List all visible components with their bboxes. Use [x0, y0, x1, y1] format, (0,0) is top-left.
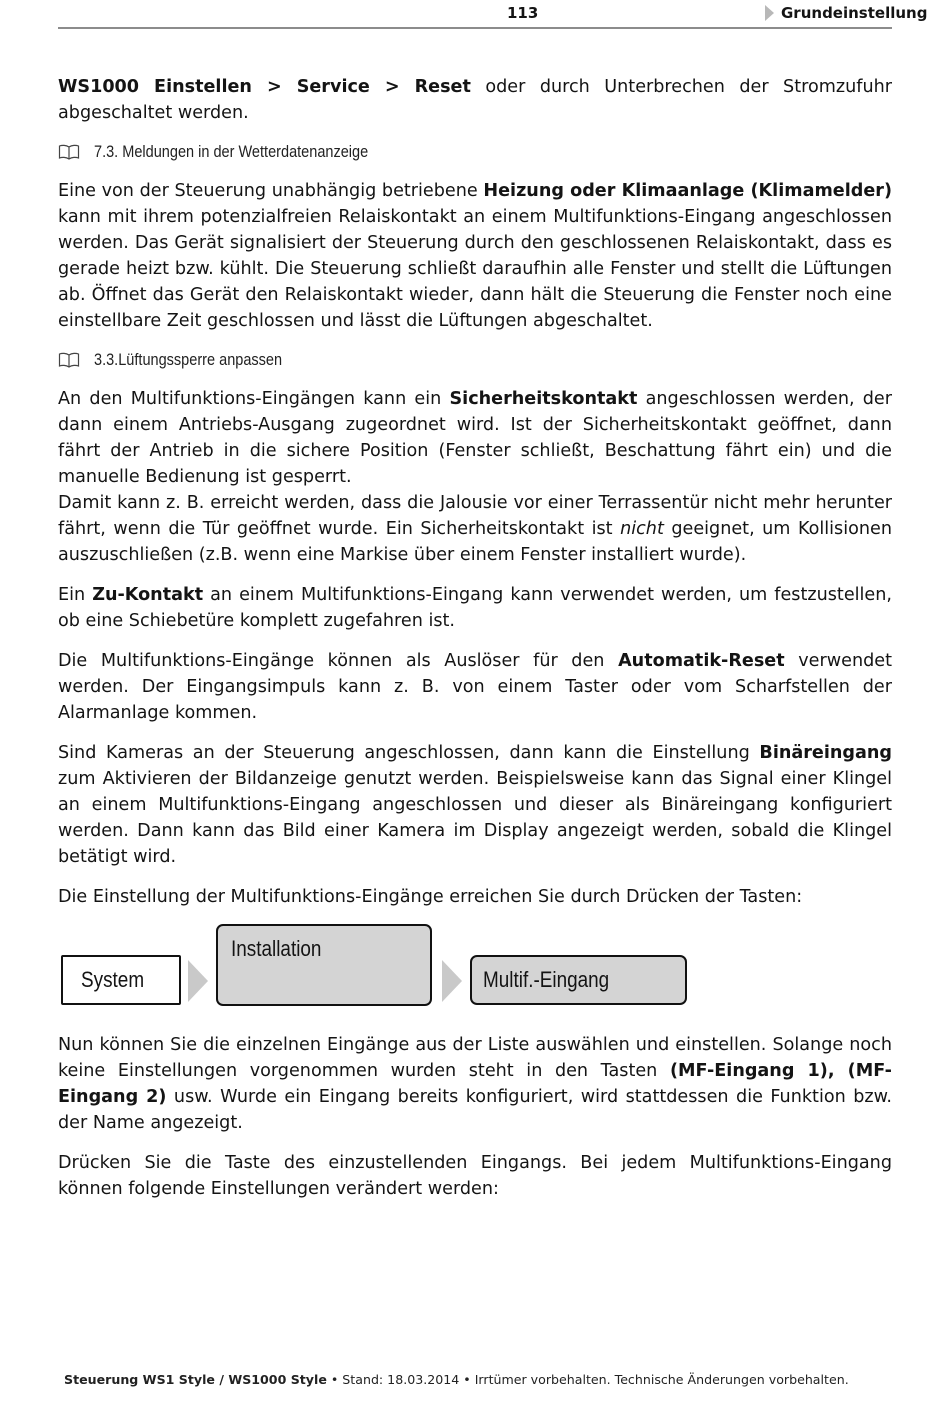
intro-paragraph: WS1000 Einstellen > Service > Reset oder durch Unterbrechen der Stromzufuhr abgeschaltet werden. — [58, 77, 892, 123]
paragraph-input-list: Nun können Sie die einzelnen Eingänge aus der Liste auswählen und einstellen. Solange noch keine Einstellungen vorgenommen wurden steht in den Tasten (MF-Eingang 1), (MF-Eingang 2) usw. Wurde ein Eingang bereits konfiguriert, wird stattdessen die Funktion bzw. der Name angezeigt. — [58, 1035, 892, 1133]
paragraph-safety-contact: An den Multifunktions-Eingängen kann ein Sicherheitskontakt angeschlossen werden, der dann einem Antriebs-Ausgang zugeordnet wird. Ist der Sicherheitskontakt geöffnet, dann fährt der Antrieb in die sichere Position (Fenster schließt, Beschattung fährt ein) und die manuelle Bedienung ist gesperrt. — [58, 389, 892, 487]
section-title: Grundeinstellung — [781, 4, 928, 22]
page-number: 113 — [507, 4, 539, 22]
paragraph-heating: Eine von der Steuerung unabhängig betriebene Heizung oder Klimaanlage (Klimamelder) kann mit ihrem potenzialfreien Relaiskontakt an einem Multifunktions-Eingang angeschlossen werden. Das Gerät signalisiert der Steuerung durch den geschlossenen Relaiskontakt, dass es gerade heizt bzw. kühlt. Die Steuerung schließt daraufhin alle Fenster und stellt die Lüftungen ab. Öffnet das Gerät den Relaiskontakt wieder, dann hält die Steuerung die Fenster noch eine einstellbare Zeit geschlossen und lässt die Lüftungen abgeschaltet. — [58, 181, 892, 331]
paragraph-closed-contact: Ein Zu-Kontakt an einem Multifunktions-Eingang kann verwendet werden, um festzustellen, ob eine Schiebetüre komplett zugefahren ist. — [58, 585, 892, 631]
multif-input-key[interactable]: Multif.-Eingang — [470, 955, 687, 1005]
paragraph-automatic-reset: Die Multifunktions-Eingänge können als Auslöser für den Automatik-Reset verwendet werden. Der Eingangsimpuls kann z. B. von einem Taster oder vom Scharfstellen der Alarmanlage kommen. — [58, 651, 892, 723]
book-icon — [58, 144, 80, 160]
product-name: Steuerung WS1 Style / WS1000 Style — [64, 1372, 327, 1387]
header-divider — [58, 27, 892, 29]
key-sequence — [58, 924, 892, 1018]
page-footer: Steuerung WS1 Style / WS1000 Style • Stand: 18.03.2014 • Irrtümer vorbehalten. Technische Änderungen vorbehalten. — [64, 1372, 849, 1387]
installation-key[interactable]: Installation — [216, 924, 432, 1006]
paragraph-binary-input: Sind Kameras an der Steuerung angeschlossen, dann kann die Einstellung Binäreingang zum Aktivieren der Bildanzeige genutzt werden. Beispielsweise kann das Signal einer Klingel an einem Multifunktions-Eingang angeschlossen und dieser als Binäreingang konfiguriert werden. Dann kann das Bild einer Kamera im Display angezeigt werden, sobald die Klingel betätigt wird. — [58, 743, 892, 867]
paragraph-key-sequence: Die Einstellung der Multifunktions-Eingänge erreichen Sie durch Drücken der Tasten: — [58, 887, 803, 907]
header-arrow-icon — [765, 5, 774, 21]
cross-reference-link[interactable]: 3.3.Lüftungssperre anpassen — [94, 350, 283, 369]
paragraph-safety-example: Damit kann z. B. erreicht werden, dass die Jalousie vor einer Terrassentür nicht mehr herunter fährt, wenn die Tür geöffnet wurde. Ein Sicherheitskontakt ist nicht geeignet, um Kollisionen auszuschließen (z.B. wenn eine Markise über einem Fenster installiert wurde). — [58, 493, 892, 565]
cross-reference-link[interactable]: 7.3. Meldungen in der Wetterdatenanzeige — [94, 142, 369, 161]
page-header — [58, 0, 928, 29]
system-key[interactable]: System — [61, 955, 181, 1005]
cross-reference-1[interactable] — [58, 138, 892, 166]
page-content — [58, 74, 892, 1202]
arrow-right-icon — [442, 960, 462, 1002]
menu-path: WS1000 Einstellen > Service > Reset — [58, 77, 471, 97]
paragraph-settings: Drücken Sie die Taste des einzustellenden Eingangs. Bei jedem Multifunktions-Eingang können folgende Einstellungen verändert werden: — [58, 1153, 892, 1199]
cross-reference-2[interactable] — [58, 346, 892, 374]
book-icon — [58, 352, 80, 368]
arrow-right-icon — [188, 960, 208, 1002]
